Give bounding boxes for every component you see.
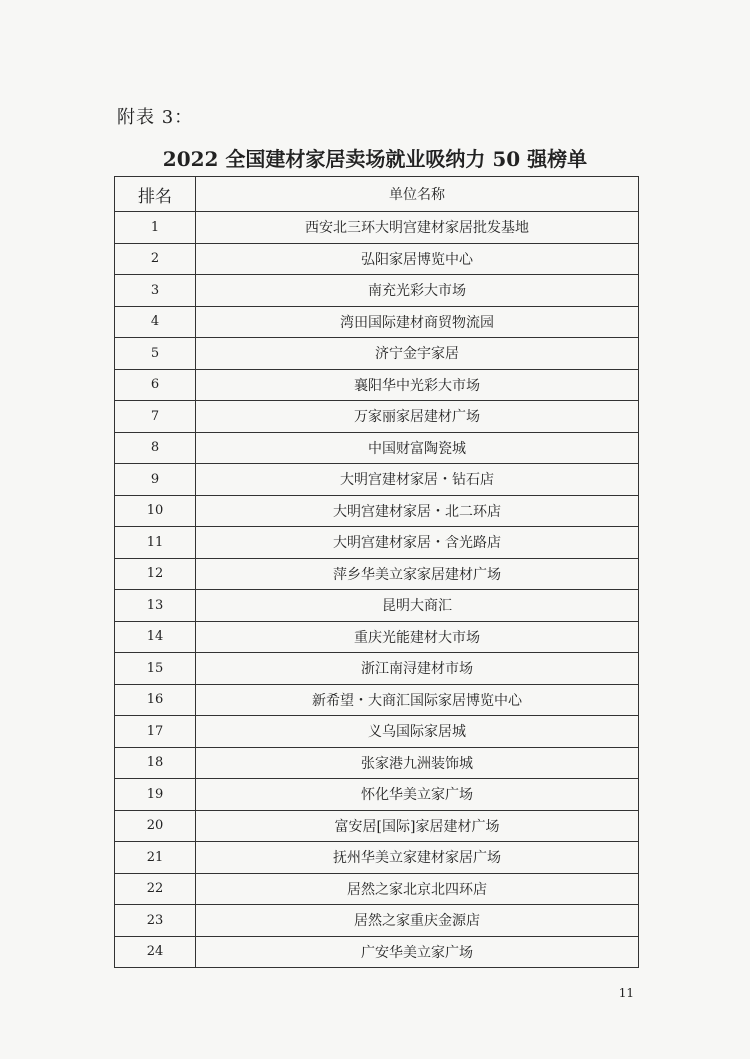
- unit-name-cell: 襄阳华中光彩大市场: [196, 369, 639, 401]
- table-row: [115, 275, 639, 307]
- rank-cell: 7: [115, 401, 196, 433]
- unit-name-cell: 大明宫建材家居・含光路店: [196, 527, 639, 559]
- table-row: [115, 905, 639, 937]
- table-row: [115, 495, 639, 527]
- unit-name-cell: 中国财富陶瓷城: [196, 432, 639, 464]
- unit-name-cell: 居然之家北京北四环店: [196, 873, 639, 905]
- unit-name-cell: 怀化华美立家广场: [196, 779, 639, 811]
- rank-cell: 17: [115, 716, 196, 748]
- table-row: [115, 212, 639, 244]
- appendix-label: 附表 3：: [117, 107, 194, 128]
- rank-cell: 11: [115, 527, 196, 559]
- table-row: [115, 684, 639, 716]
- unit-name-cell: 万家丽家居建材广场: [196, 401, 639, 433]
- unit-name-cell: 义乌国际家居城: [196, 716, 639, 748]
- table-row: [115, 716, 639, 748]
- table-row: [115, 401, 639, 433]
- table-row: [115, 338, 639, 370]
- unit-name-cell: 浙江南浔建材市场: [196, 653, 639, 685]
- rank-cell: 24: [115, 936, 196, 968]
- rank-cell: 5: [115, 338, 196, 370]
- table-row: [115, 873, 639, 905]
- rank-cell: 21: [115, 842, 196, 874]
- rank-cell: 22: [115, 873, 196, 905]
- table-row: [115, 842, 639, 874]
- rank-cell: 12: [115, 558, 196, 590]
- unit-name-cell: 新希望・大商汇国际家居博览中心: [196, 684, 639, 716]
- unit-name-cell: 南充光彩大市场: [196, 275, 639, 307]
- table-header-row: [115, 177, 639, 212]
- table-row: [115, 779, 639, 811]
- rank-cell: 6: [115, 369, 196, 401]
- rank-cell: 4: [115, 306, 196, 338]
- unit-name-cell: 抚州华美立家建材家居广场: [196, 842, 639, 874]
- rank-column-header: 排名: [115, 177, 196, 212]
- rank-cell: 14: [115, 621, 196, 653]
- unit-name-cell: 济宁金宇家居: [196, 338, 639, 370]
- rank-cell: 2: [115, 243, 196, 275]
- rank-cell: 19: [115, 779, 196, 811]
- table-row: [115, 464, 639, 496]
- rank-cell: 9: [115, 464, 196, 496]
- table-row: [115, 621, 639, 653]
- table-row: [115, 810, 639, 842]
- rank-cell: 10: [115, 495, 196, 527]
- table-row: [115, 432, 639, 464]
- unit-name-cell: 广安华美立家广场: [196, 936, 639, 968]
- table-row: [115, 558, 639, 590]
- unit-name-cell: 西安北三环大明宫建材家居批发基地: [196, 212, 639, 244]
- unit-name-cell: 萍乡华美立家家居建材广场: [196, 558, 639, 590]
- unit-name-cell: 大明宫建材家居・钻石店: [196, 464, 639, 496]
- table-row: [115, 243, 639, 275]
- unit-name-cell: 湾田国际建材商贸物流园: [196, 306, 639, 338]
- rank-cell: 15: [115, 653, 196, 685]
- unit-name-cell: 重庆光能建材大市场: [196, 621, 639, 653]
- rank-cell: 23: [115, 905, 196, 937]
- rank-cell: 13: [115, 590, 196, 622]
- table-row: [115, 306, 639, 338]
- page-number: 11: [618, 986, 634, 1000]
- unit-name-cell: 富安居[国际]家居建材广场: [196, 810, 639, 842]
- table-body: [115, 212, 639, 968]
- rank-cell: 1: [115, 212, 196, 244]
- unit-name-column-header: 单位名称: [196, 177, 639, 212]
- rank-cell: 18: [115, 747, 196, 779]
- table-row: [115, 653, 639, 685]
- unit-name-cell: 弘阳家居博览中心: [196, 243, 639, 275]
- rank-cell: 8: [115, 432, 196, 464]
- document-title: 2022 全国建材家居卖场就业吸纳力 50 强榜单: [162, 147, 588, 171]
- table-row: [115, 527, 639, 559]
- rank-cell: 3: [115, 275, 196, 307]
- table-row: [115, 936, 639, 968]
- ranking-table: [114, 176, 639, 968]
- rank-cell: 20: [115, 810, 196, 842]
- unit-name-cell: 昆明大商汇: [196, 590, 639, 622]
- unit-name-cell: 大明宫建材家居・北二环店: [196, 495, 639, 527]
- table-row: [115, 590, 639, 622]
- table-row: [115, 369, 639, 401]
- rank-cell: 16: [115, 684, 196, 716]
- unit-name-cell: 居然之家重庆金源店: [196, 905, 639, 937]
- table-row: [115, 747, 639, 779]
- unit-name-cell: 张家港九洲装饰城: [196, 747, 639, 779]
